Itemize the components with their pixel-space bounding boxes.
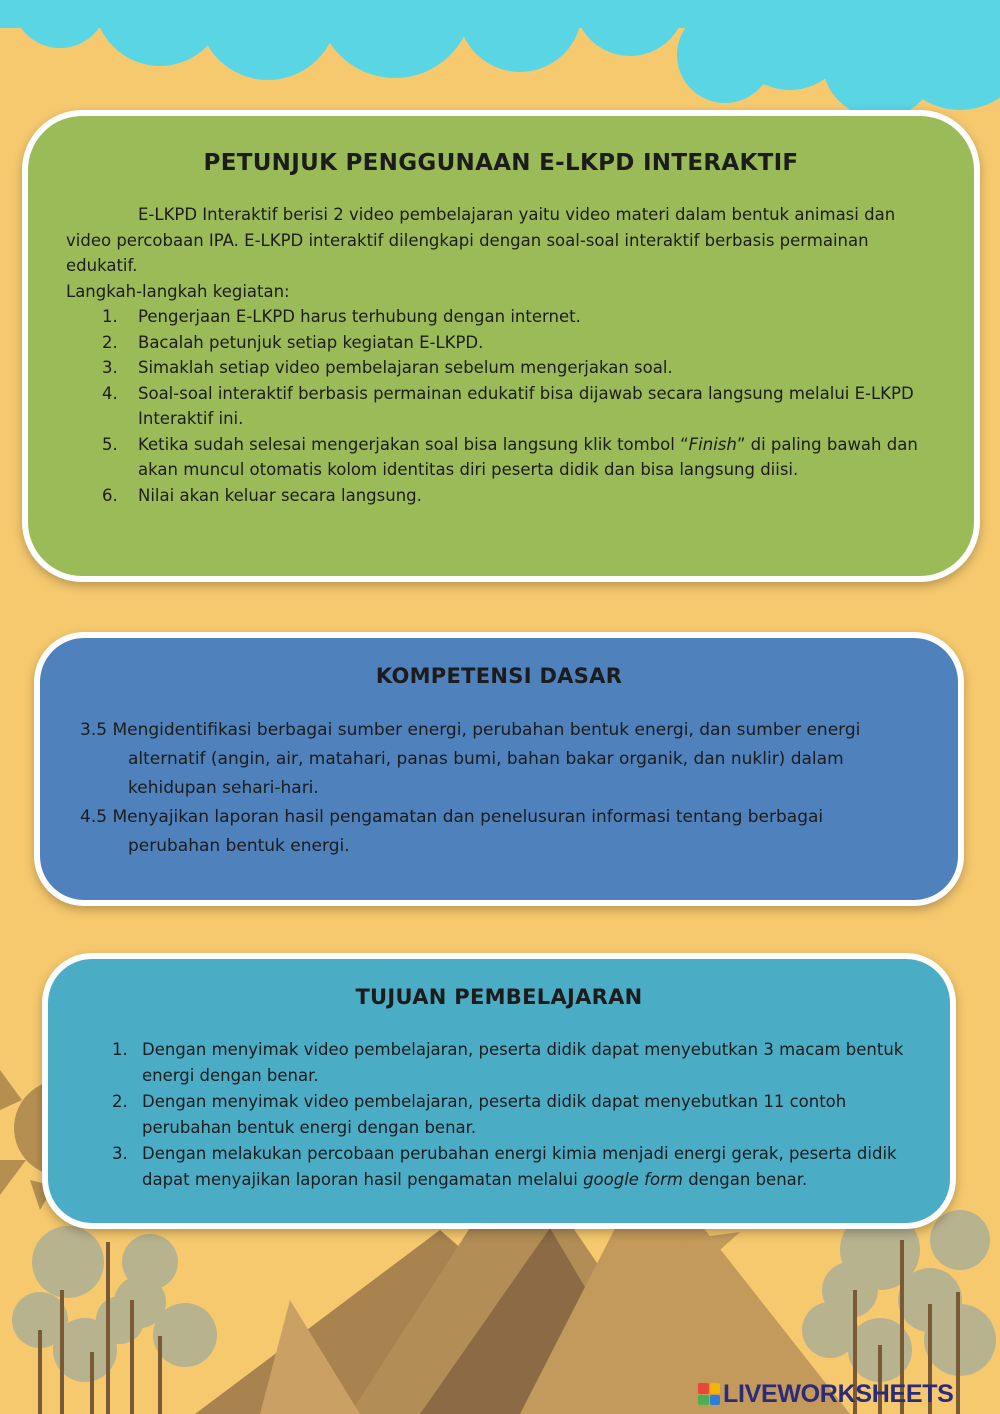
competency-item-4-5: 4.5 Menyajikan laporan hasil pengamatan dan penelusuran informasi tentang berbagai perubahan bentuk energi. — [80, 807, 824, 856]
trees-left — [12, 1226, 217, 1382]
objective-text-part: dengan benar. — [682, 1170, 808, 1189]
objective-number: 2. — [112, 1092, 128, 1111]
list-item — [66, 432, 936, 483]
list-item — [88, 1141, 910, 1193]
list-item — [88, 1089, 910, 1141]
step-number: 1. — [102, 307, 118, 326]
finish-term: Finish — [688, 434, 737, 454]
objective-text — [142, 1144, 897, 1189]
step-text-part: ” di paling bawah dan akan muncul otomatis kolom identitas diri peserta didik dan bisa langsung diisi. — [138, 434, 918, 479]
list-item — [66, 381, 936, 432]
step-text: Bacalah petunjuk setiap kegiatan E-LKPD. — [138, 332, 484, 352]
clouds — [0, 0, 1000, 118]
list-item — [88, 1037, 910, 1089]
objective-text: Dengan menyimak video pembelajaran, peserta didik dapat menyebutkan 11 contoh perubahan bentuk energi dengan benar. — [142, 1092, 847, 1137]
step-text: Simaklah setiap video pembelajaran sebelum mengerjakan soal. — [138, 358, 673, 377]
objectives-panel — [42, 953, 956, 1229]
objective-text-part: Dengan melakukan percobaan perubahan energi kimia menjadi energi gerak, peserta didik dapat menyajikan laporan hasil pengamatan melalui — [142, 1144, 897, 1189]
objective-number: 1. — [112, 1040, 128, 1059]
instructions-intro: E-LKPD Interaktif berisi 2 video pembelajaran yaitu video materi dalam bentuk animasi dan video percobaan IPA. E-LKPD interaktif dilengkapi dengan soal-soal interaktif berbasis permainan edukatif. — [66, 205, 896, 275]
trees-right — [802, 1210, 996, 1382]
steps-title: Langkah-langkah kegiatan: — [66, 281, 290, 301]
step-number: 6. — [102, 485, 118, 505]
steps-list — [66, 304, 936, 508]
list-item — [66, 304, 936, 330]
step-text-part: Ketika sudah selesai mengerjakan soal bisa langsung klik tombol “ — [138, 434, 689, 454]
list-item — [66, 355, 936, 381]
google-form-term: google form — [583, 1170, 683, 1189]
list-item — [66, 483, 936, 509]
instructions-title: PETUNJUK PENGGUNAAN E-LKPD INTERAKTIF — [203, 150, 799, 176]
step-number: 4. — [102, 383, 118, 403]
objectives-list — [88, 1037, 910, 1193]
step-text — [138, 435, 918, 480]
instructions-panel — [22, 110, 980, 582]
step-number: 3. — [102, 358, 118, 377]
step-text: Nilai akan keluar secara langsung. — [138, 485, 422, 505]
list-item — [66, 330, 936, 356]
objective-text: Dengan menyimak video pembelajaran, peserta didik dapat menyebutkan 3 macam bentuk energi dengan benar. — [142, 1040, 904, 1085]
step-number: 2. — [102, 332, 118, 352]
competency-title: KOMPETENSI DASAR — [375, 664, 623, 688]
objective-number: 3. — [112, 1144, 128, 1163]
objectives-title: TUJUAN PEMBELAJARAN — [355, 985, 643, 1009]
liveworksheets-text: LIVEWORKSHEETS — [723, 1379, 954, 1408]
step-text: Pengerjaan E-LKPD harus terhubung dengan internet. — [138, 307, 581, 326]
step-text: Soal-soal interaktif berbasis permainan edukatif bisa dijawab secara langsung melalui E-LKPD Interaktif ini. — [138, 383, 914, 428]
step-number: 5. — [102, 434, 118, 454]
liveworksheets-icon — [698, 1383, 720, 1405]
liveworksheets-logo[interactable] — [698, 1380, 994, 1408]
competency-item-3-5: 3.5 Mengidentifikasi berbagai sumber energi, perubahan bentuk energi, dan sumber energi alternatif (angin, air, matahari, panas bumi, bahan bakar organik, dan nuklir) dalam kehidupan sehari-hari. — [80, 720, 861, 798]
competency-panel — [34, 632, 964, 906]
